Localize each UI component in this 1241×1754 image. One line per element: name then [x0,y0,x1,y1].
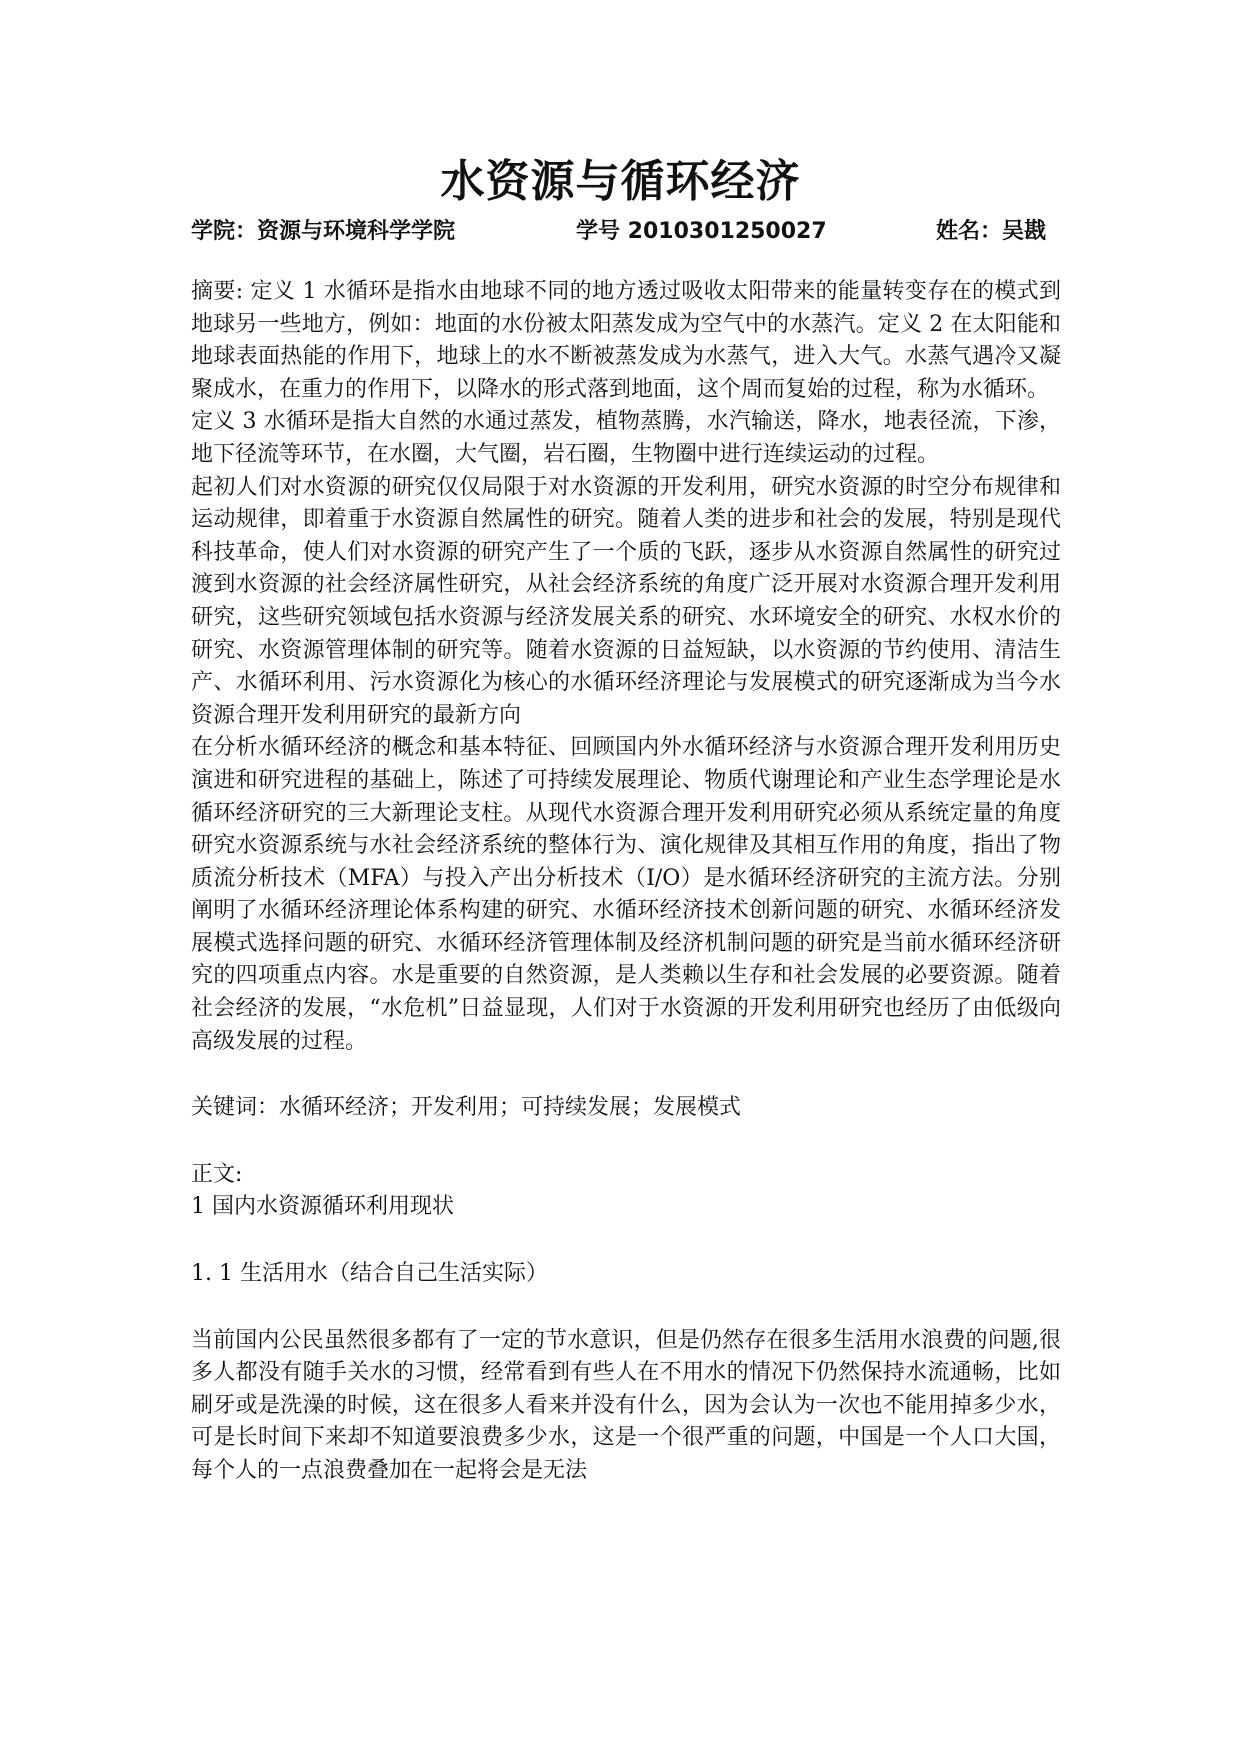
document-body [191,276,1061,1488]
body-paragraph: 当前国内公民虽然很多都有了一定的节水意识，但是仍然存在很多生活用水浪费的问题,很多人都没有随手关水的习惯，经常看到有些人在不用水的情况下仍然保持水流通畅，比如刷牙或是洗澡的时候，这在很多人看来并没有什么，因为会认为一次也不能用掉多少水，可是长时间下来却不知道要浪费多少水，这是一个很严重的问题，中国是一个人口大国，每个人的一点浪费叠加在一起将会是无法 [191,1327,1061,1483]
abstract-paragraph: 在分析水循环经济的概念和基本特征、回顾国内外水循环经济与水资源合理开发利用历史演进和研究进程的基础上，陈述了可持续发展理论、物质代谢理论和产业生态学理论是水循环经济研究的三大新理论支柱。从现代水资源合理开发利用研究必须从系统定量的角度研究水资源系统与水社会经济系统的整体行为、演化规律及其相互作用的角度，指出了物质流分析技术（MFA）与投入产出分析技术（I/O）是水循环经济研究的主流方法。分别阐明了水循环经济理论体系构建的研究、水循环经济技术创新问题的研究、水循环经济发展模式选择问题的研究、水循环经济管理体制及经济机制问题的研究是当前水循环经济研究的四项重点内容。水是重要的自然资源，是人类赖以生存和社会发展的必要资源。随着社会经济的发展，“水危机”日益显现，人们对于水资源的开发利用研究也经历了由低级向高级发展的过程。 [191,735,1061,1054]
keywords: 关键词：水循环经济；开发利用；可持续发展；发展模式 [191,1095,742,1121]
student-id-field: 学号 2010301250027 [576,219,827,244]
body-label: 正文: [191,1161,243,1187]
subsection-heading: 1. 1 生活用水（结合自己生活实际） [191,1261,548,1287]
abstract-paragraph: 起初人们对水资源的研究仅仅局限于对水资源的开发利用，研究水资源的时空分布规律和运动规律，即着重于水资源自然属性的研究。随着人类的进步和社会的发展，特别是现代科技革命，使人们对水资源的研究产生了一个质的飞跃，逐步从水资源自然属性的研究过渡到水资源的社会经济属性研究，从社会经济系统的角度广泛开展对水资源合理开发利用研究，这些研究领域包括水资源与经济发展关系的研究、水环境安全的研究、水权水价的研究、水资源管理体制的研究等。随着水资源的日益短缺，以水资源的节约使用、清洁生产、水循环利用、污水资源化为核心的水循环经济理论与发展模式的研究逐渐成为当今水资源合理开发利用研究的最新方向 [191,474,1061,728]
abstract-paragraph: 摘要: 定义 1 水循环是指水由地球不同的地方透过吸收太阳带来的能量转变存在的模式到地球另一些地方，例如：地面的水份被太阳蒸发成为空气中的水蒸汽。定义 2 在太阳能和地球表面热能的作用下，地球上的水不断被蒸发成为水蒸气，进入大气。水蒸气遇冷又凝聚成水，在重力的作用下，以降水的形式落到地面，这个周而复始的过程，称为水循环。 [191,279,1061,402]
abstract-paragraph: 定义 3 水循环是指大自然的水通过蒸发，植物蒸腾，水汽输送，降水，地表径流，下渗，地下径流等环节，在水圈，大气圈，岩石圈，生物圈中进行连续运动的过程。 [191,409,1061,467]
document-title: 水资源与循环经济 [440,156,801,207]
section-heading: 1 国内水资源循环利用现状 [191,1194,454,1220]
college-field: 学院：资源与环境科学学院 [191,219,456,244]
author-name-field: 姓名：吴戡 [936,219,1047,244]
